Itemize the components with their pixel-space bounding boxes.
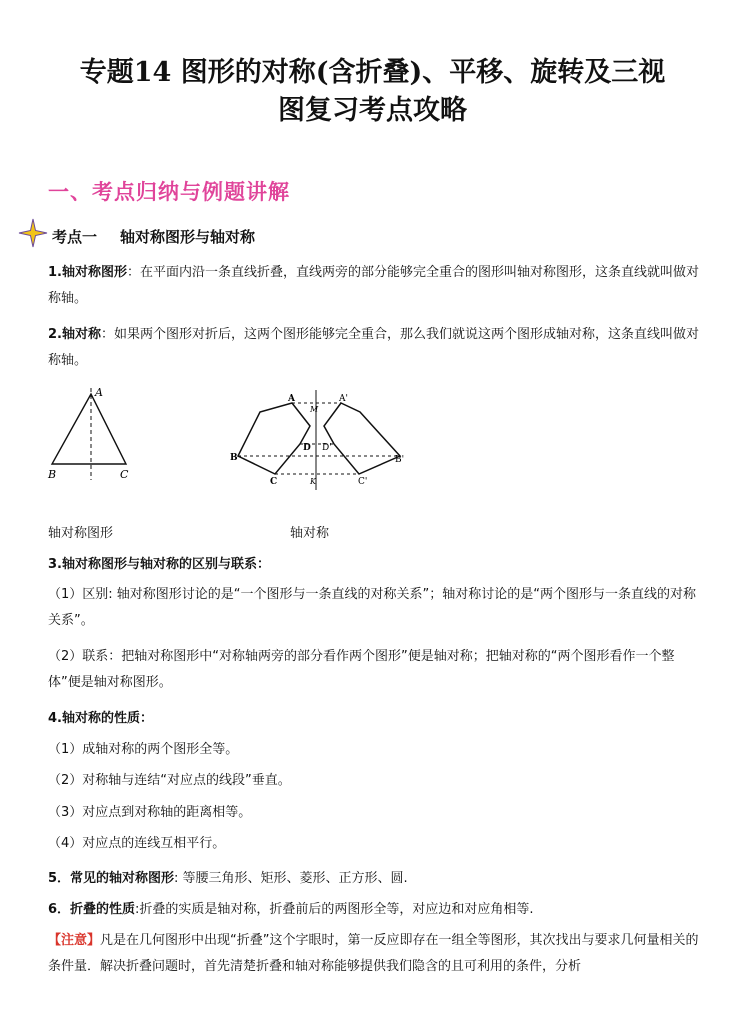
paragraph-1-text: ：在平面内沿一条直线折叠，直线两旁的部分能够完全重合的图形叫轴对称图形，这条直线就叫做对称轴。 [48, 265, 699, 306]
property-1: （1）成轴对称的两个图形全等。 [48, 742, 239, 757]
kaodian-title: 轴对称图形与轴对称 [120, 228, 256, 246]
section-heading: 一、考点归纳与例题讲解 [48, 180, 290, 204]
triangle-label-a: A [95, 386, 103, 399]
paragraph-2-text: ：如果两个图形对折后，这两个图形能够完全重合，那么我们就说这两个图形成轴对称，这条直线叫做对称轴。 [48, 327, 699, 368]
pentagon-label-a: A [288, 394, 295, 404]
property-4: （4）对应点的连线互相平行。 [48, 836, 226, 851]
note-tag: 【注意】 [48, 933, 101, 948]
paragraph-3a: （1）区别: 轴对称图形讨论的是“一个图形与一条直线的对称关系”；轴对称讨论的是“两个图形与一条直线的对称关系”。 [48, 587, 696, 628]
star-icon [18, 218, 48, 248]
pentagon-label-k: K [310, 477, 316, 486]
paragraph-1 [48, 260, 704, 312]
pentagon-symmetry-figure [226, 386, 412, 496]
page-title-line-2: 图复习考点攻略 [278, 95, 467, 126]
paragraph-5-text: : 等腰三角形、矩形、菱形、正方形、圆. [174, 871, 408, 886]
pentagon-label-a-prime: A' [339, 394, 348, 404]
paragraph-4-lead [48, 706, 704, 732]
caption-axial-symmetry: 轴对称 [290, 526, 330, 541]
property-2: （2）对称轴与连结“对应点的线段”垂直。 [48, 773, 291, 788]
pentagon-label-b: B [230, 453, 238, 463]
paragraph-6-lead: 6．折叠的性质 [48, 902, 136, 917]
triangle-label-b: B [48, 468, 57, 481]
paragraph-3b: （2）联系：把轴对称图形中“对称轴两旁的部分看作两个图形”便是轴对称；把轴对称的“两个图形看作一个整体”便是轴对称图形。 [48, 649, 675, 690]
caption-axis-symmetric-figure: 轴对称图形 [48, 526, 114, 541]
paragraph-3-lead [48, 552, 704, 578]
pentagon-label-d: D [303, 443, 311, 453]
note-paragraph [48, 928, 704, 980]
paragraph-2 [48, 322, 704, 374]
paragraph-1-lead: 1.轴对称图形 [48, 265, 127, 280]
property-3: （3）对应点到对称轴的距离相等。 [48, 805, 252, 820]
paragraph-6 [48, 897, 704, 923]
pentagon-label-m: M [310, 405, 319, 414]
paragraph-5 [48, 866, 704, 892]
pentagon-label-b-prime: B' [395, 455, 405, 465]
paragraph-6-text: :折叠的实质是轴对称，折叠前后的两图形全等，对应边和对应角相等. [135, 902, 534, 917]
kaodian-label: 考点一 [52, 228, 98, 246]
pentagon-label-d-prime: D' [322, 443, 332, 453]
triangle-label-c: C [120, 468, 129, 481]
paragraph-2-lead: 2.轴对称 [48, 327, 101, 342]
note-text: 凡是在几何图形中出现“折叠”这个字眼时，第一反应即存在一组全等图形，其次找出与要求几何量相关的条件量．解决折叠问题时，首先清楚折叠和轴对称能够提供我们隐含的且可利用的条件，分析 [48, 933, 699, 974]
paragraph-3-lead-text: 3.轴对称图形与轴对称的区别与联系： [48, 557, 270, 572]
paragraph-5-lead: 5．常见的轴对称图形 [48, 871, 175, 886]
pentagon-label-c-prime: C' [358, 477, 368, 487]
pentagon-label-c: C [270, 477, 278, 487]
page-title-line-1: 专题14 图形的对称(含折叠)、平移、旋转及三视 [79, 57, 666, 88]
isosceles-triangle-figure [40, 382, 150, 492]
paragraph-4-lead-text: 4.轴对称的性质： [48, 711, 153, 726]
